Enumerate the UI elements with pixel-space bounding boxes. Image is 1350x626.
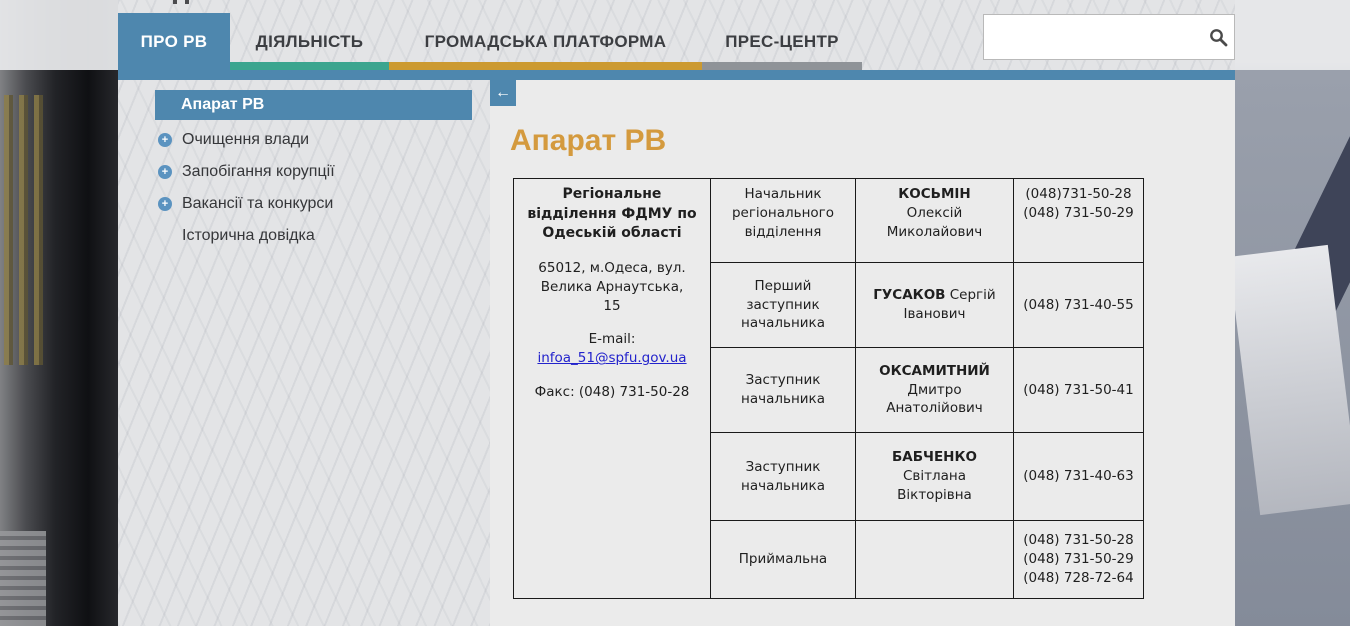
plus-icon: + bbox=[158, 133, 172, 147]
cutoff-text-fragment bbox=[173, 0, 189, 4]
background-photo-right bbox=[1235, 0, 1350, 626]
org-name: Регіональне відділення ФДМУ по Одеській області bbox=[527, 186, 697, 242]
name-line: Дмитро bbox=[907, 381, 962, 398]
sidebar-item-label: Запобігання корупції bbox=[182, 163, 335, 180]
plus-icon: + bbox=[158, 197, 172, 211]
top-navigation bbox=[118, 0, 1235, 80]
sidebar-item-label: Вакансії та конкурси bbox=[182, 195, 334, 212]
tab-underline bbox=[389, 62, 702, 70]
name-line: Вікторівна bbox=[897, 486, 972, 503]
org-address bbox=[519, 259, 705, 316]
phone-cell bbox=[1014, 433, 1144, 521]
sidebar-item-zapobihannia-koruptsii[interactable] bbox=[118, 156, 490, 188]
table-row bbox=[514, 179, 1144, 263]
tab-pres-tsentr[interactable] bbox=[702, 13, 862, 70]
name-cell bbox=[856, 263, 1014, 348]
plus-icon: + bbox=[158, 165, 172, 179]
org-info-cell bbox=[514, 179, 711, 599]
name-line: Анатолійович bbox=[886, 400, 983, 417]
name-line: ГУСАКОВ Сергій bbox=[873, 287, 996, 304]
sidebar-menu bbox=[118, 80, 490, 252]
phone-number: (048) 728-72-64 bbox=[1023, 569, 1134, 586]
tab-label: ПРО РВ bbox=[140, 31, 208, 51]
position-cell: Перший заступник начальника bbox=[711, 263, 856, 348]
phone-cell bbox=[1014, 348, 1144, 433]
sidebar-item-vakansii-ta-konkursy[interactable] bbox=[118, 188, 490, 220]
position-cell: Заступник начальника bbox=[711, 433, 856, 521]
sidebar-item-istorychna-dovidka[interactable] bbox=[118, 220, 490, 252]
tab-label: ГРОМАДСЬКА ПЛАТФОРМА bbox=[424, 31, 667, 51]
tab-pro-rv[interactable] bbox=[118, 13, 230, 70]
position-cell: Начальник регіонального відділення bbox=[711, 179, 856, 263]
tab-label: ПРЕС-ЦЕНТР bbox=[725, 31, 839, 51]
tab-underline bbox=[702, 62, 862, 70]
name-line: Іванович bbox=[903, 306, 966, 322]
name-cell bbox=[856, 433, 1014, 521]
search-button[interactable] bbox=[1203, 15, 1234, 59]
name-line: Світлана bbox=[903, 468, 966, 485]
name-cell bbox=[856, 179, 1014, 263]
phone-number: (048) 731-50-29 bbox=[1023, 204, 1134, 221]
position-cell: Приймальна bbox=[711, 521, 856, 599]
phone-number: (048) 731-50-28 bbox=[1023, 532, 1134, 549]
tab-hromadska-platforma[interactable] bbox=[389, 13, 702, 70]
phone-number: (048) 731-50-29 bbox=[1023, 551, 1134, 568]
name-line: КОСЬМІН bbox=[898, 186, 971, 202]
phone-cell bbox=[1014, 263, 1144, 348]
contacts-table bbox=[513, 178, 1144, 599]
org-email bbox=[519, 330, 705, 368]
back-button[interactable] bbox=[490, 80, 516, 106]
sidebar-item-label: Очищення влади bbox=[182, 131, 310, 148]
phone-number: (048)731-50-28 bbox=[1025, 186, 1132, 202]
contacts-table-body bbox=[514, 179, 1144, 599]
name-line: Миколайович bbox=[886, 223, 983, 240]
sidebar-item-ochyshchennia-vlady[interactable] bbox=[118, 124, 490, 156]
phone-number: (048) 731-40-55 bbox=[1023, 296, 1134, 313]
phone-number: (048) 731-40-63 bbox=[1023, 468, 1134, 485]
org-address-line: 15 bbox=[603, 297, 621, 314]
org-fax: Факс: (048) 731-50-28 bbox=[534, 384, 690, 401]
position-cell: Заступник начальника bbox=[711, 348, 856, 433]
org-address-line: 65012, м.Одеса, вул. bbox=[538, 259, 686, 276]
content-panel bbox=[490, 80, 1235, 626]
email-label: E-mail: bbox=[588, 331, 636, 348]
org-address-line: Велика Арнаутська, bbox=[540, 278, 684, 295]
sidebar-item-label: Апарат РВ bbox=[181, 96, 265, 113]
tab-underline bbox=[230, 62, 389, 70]
name-line: ОКСАМИТНИЙ bbox=[879, 362, 990, 379]
tab-label: ДІЯЛЬНІСТЬ bbox=[255, 31, 364, 51]
search-box bbox=[983, 14, 1235, 60]
name-cell bbox=[856, 348, 1014, 433]
arrow-left-icon: ← bbox=[495, 84, 511, 101]
tab-diyalnist[interactable] bbox=[230, 13, 389, 70]
name-line: Олексій bbox=[906, 204, 963, 221]
search-input[interactable] bbox=[984, 15, 1203, 59]
email-link[interactable]: infoa_51@spfu.gov.ua bbox=[537, 350, 687, 367]
sidebar-item-aparat-rv[interactable] bbox=[155, 90, 472, 120]
background-photo-left bbox=[0, 0, 118, 626]
name-line: БАБЧЕНКО bbox=[892, 449, 977, 466]
nav-bottom-bar bbox=[118, 70, 1235, 80]
nav-tabs bbox=[118, 13, 862, 70]
sidebar-item-label: Історична довідка bbox=[182, 227, 315, 244]
search-icon bbox=[1209, 28, 1228, 47]
page-title: Апарат РВ bbox=[510, 124, 667, 157]
name-cell bbox=[856, 521, 1014, 599]
phone-cell bbox=[1014, 179, 1144, 263]
phone-number: (048) 731-50-41 bbox=[1023, 381, 1134, 398]
phone-cell bbox=[1014, 521, 1144, 599]
